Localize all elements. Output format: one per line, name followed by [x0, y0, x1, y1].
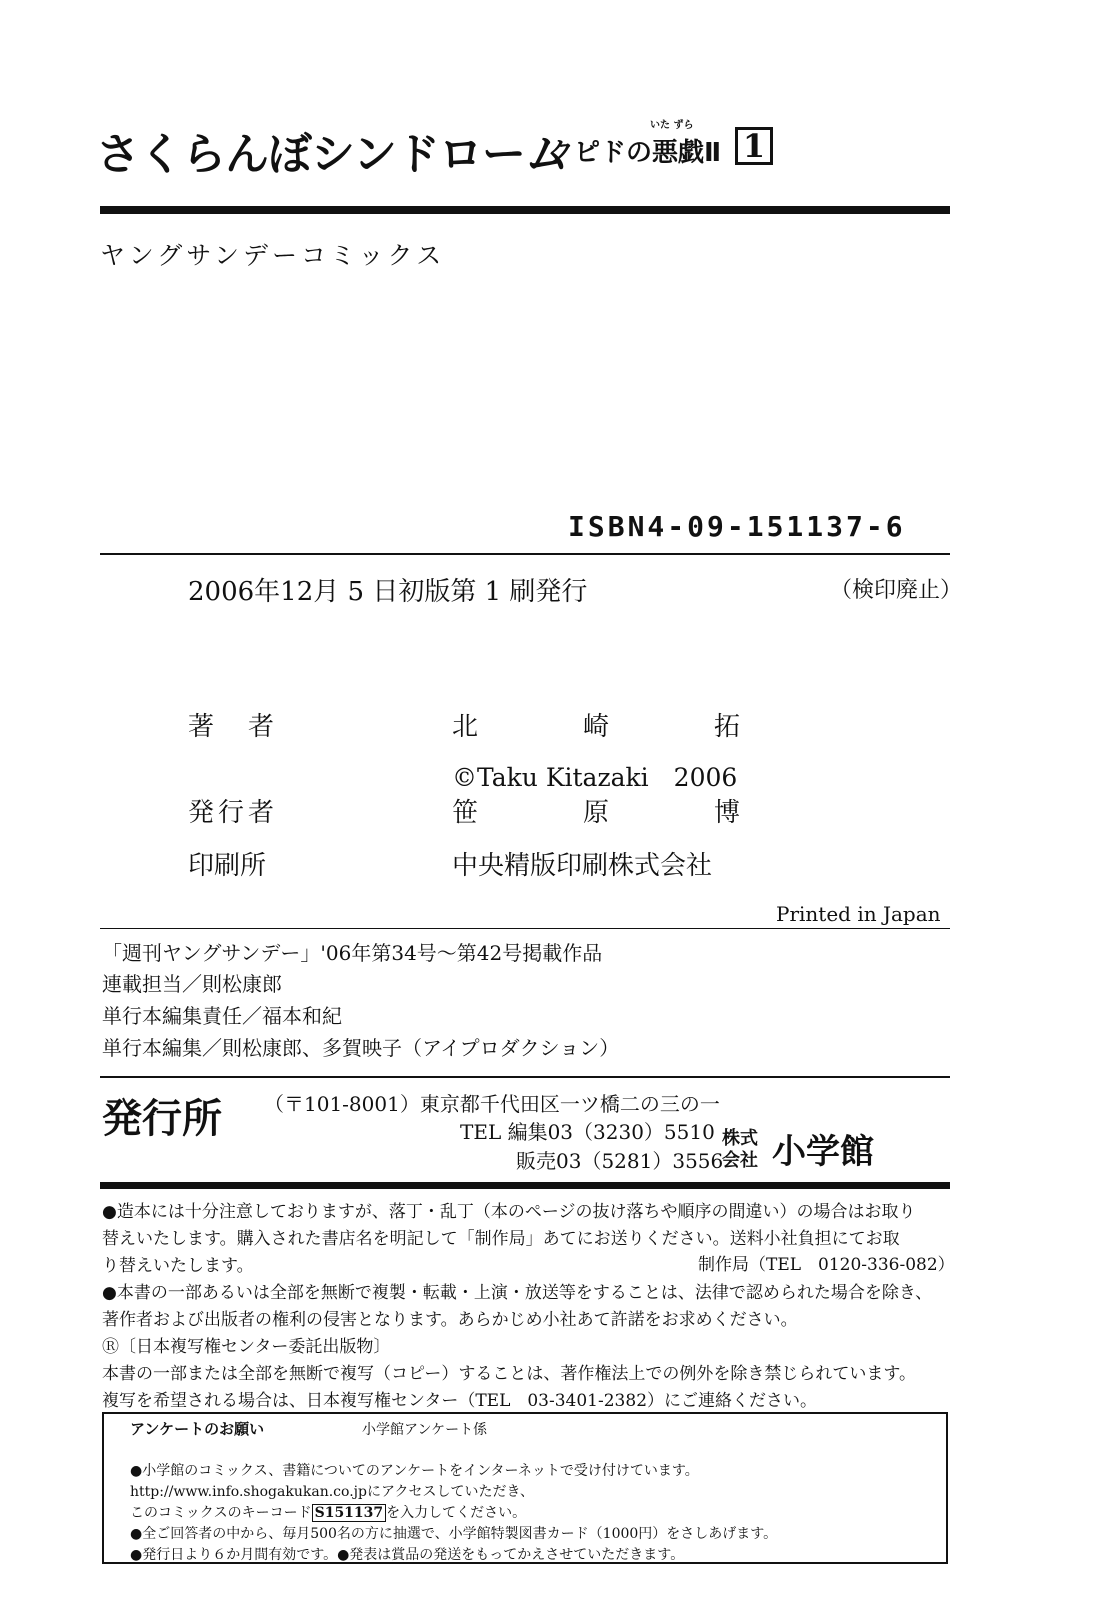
- publisher-name-char: 原: [582, 798, 609, 828]
- credits-divider: [100, 928, 950, 929]
- publisher-name-char: 博: [713, 798, 740, 828]
- notice-line: Ⓡ〔日本複写権センター委託出版物〕: [102, 1337, 391, 1357]
- printed-in-japan: Printed in Japan: [776, 902, 941, 926]
- publisher-company: 小学館: [772, 1132, 874, 1172]
- copyright: ©Taku Kitazaki 2006: [452, 763, 738, 792]
- notice-divider: [100, 1182, 950, 1189]
- keycode-suffix: を入力してください。: [386, 1505, 527, 1521]
- author-name-char: 崎: [582, 712, 609, 742]
- book-subtitle: クピドの悪戯Ⅱ: [548, 138, 722, 168]
- isbn-divider: [100, 553, 950, 555]
- notice-line: 複写を希望される場合は、日本複写権センター（TEL 03-3401-2382）にご連絡ください。: [102, 1391, 818, 1411]
- author-name: [452, 706, 740, 743]
- survey-url[interactable]: http://www.info.shogakukan.co.jpにアクセスしていただき、: [130, 1484, 534, 1500]
- keycode: S151137: [312, 1504, 387, 1522]
- publisher-address: （〒101-8001）東京都千代田区一ツ橋二の三の一: [264, 1092, 720, 1116]
- publisher-label: 発行者: [188, 798, 279, 828]
- survey-keycode-line: [130, 1502, 526, 1522]
- publisher-name: [452, 792, 740, 829]
- notice-line: 本書の一部または全部を無断で複写（コピー）することは、著作権法上での例外を除き禁じられています。: [102, 1364, 916, 1384]
- series-name: ヤングサンデーコミックス: [100, 241, 446, 270]
- book-title: さくらんぼシンドローム: [96, 129, 568, 180]
- survey-line: ●発行日より６か月間有効です。●発表は賞品の発送をもってかえさせていただきます。: [130, 1547, 685, 1563]
- keycode-prefix: このコミックスのキーコード: [130, 1505, 312, 1521]
- tel-sales: 販売03（5281）3556: [516, 1149, 724, 1173]
- seal-note: （検印廃止）: [830, 578, 963, 603]
- survey-line: ●全ご回答者の中から、毎月500名の方に抽選で、小学館特製図書カード（1000円）をさしあげます。: [130, 1526, 778, 1542]
- volume-number: 1: [735, 127, 773, 165]
- publisher-heading: 発行所: [102, 1096, 222, 1142]
- kabushiki-bottom: 会社: [722, 1150, 758, 1171]
- publisher-name-char: 笹: [452, 798, 479, 828]
- kabushiki-top: 株式: [722, 1128, 758, 1149]
- printer-name: 中央精版印刷株式会社: [452, 851, 713, 881]
- notice-line: 替えいたします。購入された書店名を明記して「制作局」あてにお送りください。送料小社負担にてお取: [102, 1229, 900, 1249]
- survey-title: アンケートのお願い: [130, 1420, 265, 1438]
- notice-line: ●本書の一部あるいは全部を無断で複製・転載・上演・放送等をすることは、法律で認められた場合を除き、: [102, 1283, 933, 1303]
- author-name-char: 北: [452, 712, 479, 742]
- notice-line: ●造本には十分注意しておりますが、落丁・乱丁（本のページの抜け落ちや順序の間違い）の場合はお取り: [102, 1202, 916, 1222]
- publication-date: 2006年12月 5 日初版第 1 刷発行: [188, 577, 588, 607]
- serial-editor: 連載担当／則松康郎: [102, 972, 282, 996]
- tel-editorial: TEL 編集03（3230）5510: [460, 1120, 715, 1144]
- publisher-divider: [100, 1076, 950, 1078]
- title-divider: [100, 206, 950, 214]
- author-name-char: 拓: [713, 712, 740, 742]
- serialization-info: 「週刊ヤングサンデー」'06年第34号～第42号掲載作品: [102, 941, 603, 965]
- production-contact: 制作局（TEL 0120-336-082）: [698, 1255, 955, 1275]
- author-label: 著 者: [188, 712, 279, 742]
- isbn: ISBN4-09-151137-6: [568, 510, 906, 543]
- editor-in-charge: 単行本編集責任／福本和紀: [102, 1004, 342, 1028]
- printer-label: 印刷所: [188, 851, 267, 881]
- book-editors: 単行本編集／則松康郎、多賀映子（アイプロダクション）: [102, 1036, 620, 1060]
- survey-line: ●小学館のコミックス、書籍についてのアンケートをインターネットで受け付けています。: [130, 1463, 699, 1479]
- notice-line: り替えいたします。: [102, 1256, 254, 1276]
- survey-department: 小学館アンケート係: [362, 1422, 488, 1438]
- notice-line: 著作者および出版者の権利の侵害となります。あらかじめ小社あて許諾をお求めください。: [102, 1310, 798, 1330]
- title-ruby: いた ずら: [650, 120, 694, 131]
